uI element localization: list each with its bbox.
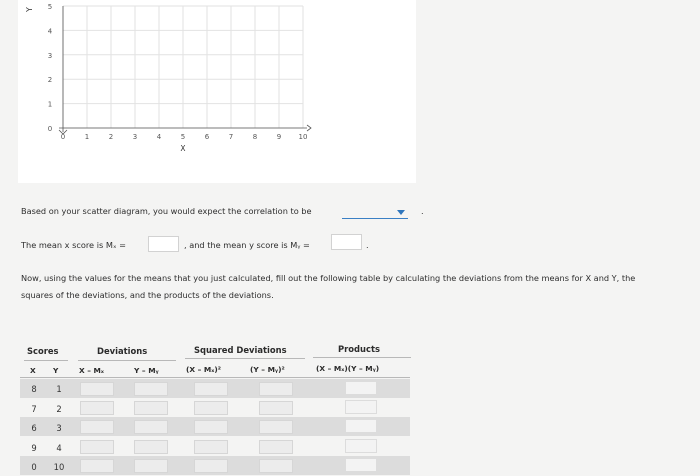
subheader-y-sq: (Y – Mᵧ)² bbox=[250, 365, 285, 374]
input-x-sq[interactable] bbox=[194, 420, 228, 434]
y-tick-label: 4 bbox=[47, 27, 53, 36]
mean-y-label: , and the mean y score is Mᵧ = bbox=[184, 240, 310, 250]
subheader-y: Y bbox=[53, 366, 59, 375]
scatter-plot[interactable] bbox=[18, 0, 416, 183]
x-tick-label: 7 bbox=[228, 133, 234, 141]
y-tick-label: 2 bbox=[47, 76, 53, 85]
input-y-sq[interactable] bbox=[259, 440, 293, 454]
correlation-dropdown[interactable] bbox=[342, 209, 408, 219]
instruction-line-2: squares of the deviations, and the products of the deviations. bbox=[21, 290, 274, 300]
input-y-sq[interactable] bbox=[259, 420, 293, 434]
input-x-sq[interactable] bbox=[194, 382, 228, 396]
x-tick-label: 10 bbox=[298, 133, 308, 141]
correlation-end-punct: . bbox=[421, 206, 424, 216]
input-product[interactable] bbox=[345, 400, 377, 414]
x-tick-label: 1 bbox=[84, 133, 90, 141]
header-deviations: Deviations bbox=[97, 346, 148, 356]
scores-rule bbox=[24, 360, 68, 361]
x-tick-label: 6 bbox=[204, 133, 210, 141]
x-tick-label: 9 bbox=[276, 133, 282, 141]
input-y-dev[interactable] bbox=[134, 440, 168, 454]
input-x-dev[interactable] bbox=[80, 440, 114, 454]
x-tick-label: 3 bbox=[132, 133, 138, 141]
input-x-dev[interactable] bbox=[80, 420, 114, 434]
input-y-dev[interactable] bbox=[134, 420, 168, 434]
x-tick-label: 4 bbox=[156, 133, 162, 141]
input-product[interactable] bbox=[345, 381, 377, 395]
cell-x: 9 bbox=[31, 443, 37, 453]
input-x-dev[interactable] bbox=[80, 401, 114, 415]
cell-x: 0 bbox=[31, 462, 37, 472]
input-product[interactable] bbox=[345, 439, 377, 453]
cell-x: 7 bbox=[31, 404, 37, 414]
y-axis-label: Y bbox=[24, 7, 34, 12]
cell-y: 2 bbox=[56, 404, 62, 414]
header-products: Products bbox=[338, 344, 380, 354]
products-rule bbox=[313, 357, 411, 358]
cell-y: 1 bbox=[56, 384, 62, 394]
subheader-x-dev: X – Mₓ bbox=[79, 366, 104, 375]
input-y-sq[interactable] bbox=[259, 382, 293, 396]
input-y-sq[interactable] bbox=[259, 401, 293, 415]
cell-y: 4 bbox=[56, 443, 62, 453]
mean-x-input[interactable] bbox=[148, 236, 179, 252]
input-y-dev[interactable] bbox=[134, 401, 168, 415]
input-y-dev[interactable] bbox=[134, 459, 168, 473]
header-scores: Scores bbox=[27, 346, 59, 356]
input-x-sq[interactable] bbox=[194, 459, 228, 473]
subheader-x-sq: (X – Mₓ)² bbox=[186, 365, 221, 374]
chevron-down-icon bbox=[397, 210, 405, 215]
mean-x-label: The mean x score is Mₓ = bbox=[21, 240, 127, 250]
x-tick-label: 5 bbox=[180, 133, 186, 141]
x-tick-label: 0 bbox=[60, 133, 66, 141]
subheader-x: X bbox=[30, 366, 36, 375]
cell-x: 6 bbox=[31, 423, 37, 433]
instruction-line-1: Now, using the values for the means that you just calculated, fill out the following table by calculating the deviations from the means for X and Y, the bbox=[21, 273, 636, 283]
correlation-question: Based on your scatter diagram, you would expect the correlation to be bbox=[21, 206, 312, 216]
input-product[interactable] bbox=[345, 458, 377, 472]
y-tick-label: 3 bbox=[47, 51, 53, 60]
cell-x: 8 bbox=[31, 384, 37, 394]
scatter-plot-panel[interactable] bbox=[18, 0, 416, 183]
squared-rule bbox=[185, 358, 305, 359]
y-tick-label: 5 bbox=[47, 3, 53, 11]
deviations-rule bbox=[78, 360, 176, 361]
input-x-sq[interactable] bbox=[194, 401, 228, 415]
input-x-sq[interactable] bbox=[194, 440, 228, 454]
cell-y: 10 bbox=[53, 462, 65, 472]
subheader-y-dev: Y – Mᵧ bbox=[134, 366, 159, 375]
subheader-rule bbox=[20, 377, 410, 378]
header-squared-deviations: Squared Deviations bbox=[194, 345, 287, 355]
x-tick-label: 8 bbox=[252, 133, 258, 141]
y-tick-label: 1 bbox=[47, 100, 53, 109]
x-tick-label: 2 bbox=[108, 133, 114, 141]
input-y-dev[interactable] bbox=[134, 382, 168, 396]
mean-y-input[interactable] bbox=[331, 234, 362, 250]
input-product[interactable] bbox=[345, 419, 377, 433]
x-axis-label: X bbox=[180, 144, 186, 153]
y-tick-label: 0 bbox=[47, 125, 53, 133]
subheader-prod: (X – Mₓ)(Y – Mᵧ) bbox=[316, 364, 380, 373]
input-x-dev[interactable] bbox=[80, 382, 114, 396]
input-x-dev[interactable] bbox=[80, 459, 114, 473]
cell-y: 3 bbox=[56, 423, 62, 433]
input-y-sq[interactable] bbox=[259, 459, 293, 473]
x-axis-arrow-icon bbox=[307, 125, 311, 131]
means-end-punct: . bbox=[366, 240, 369, 250]
instruction-text bbox=[21, 270, 691, 304]
